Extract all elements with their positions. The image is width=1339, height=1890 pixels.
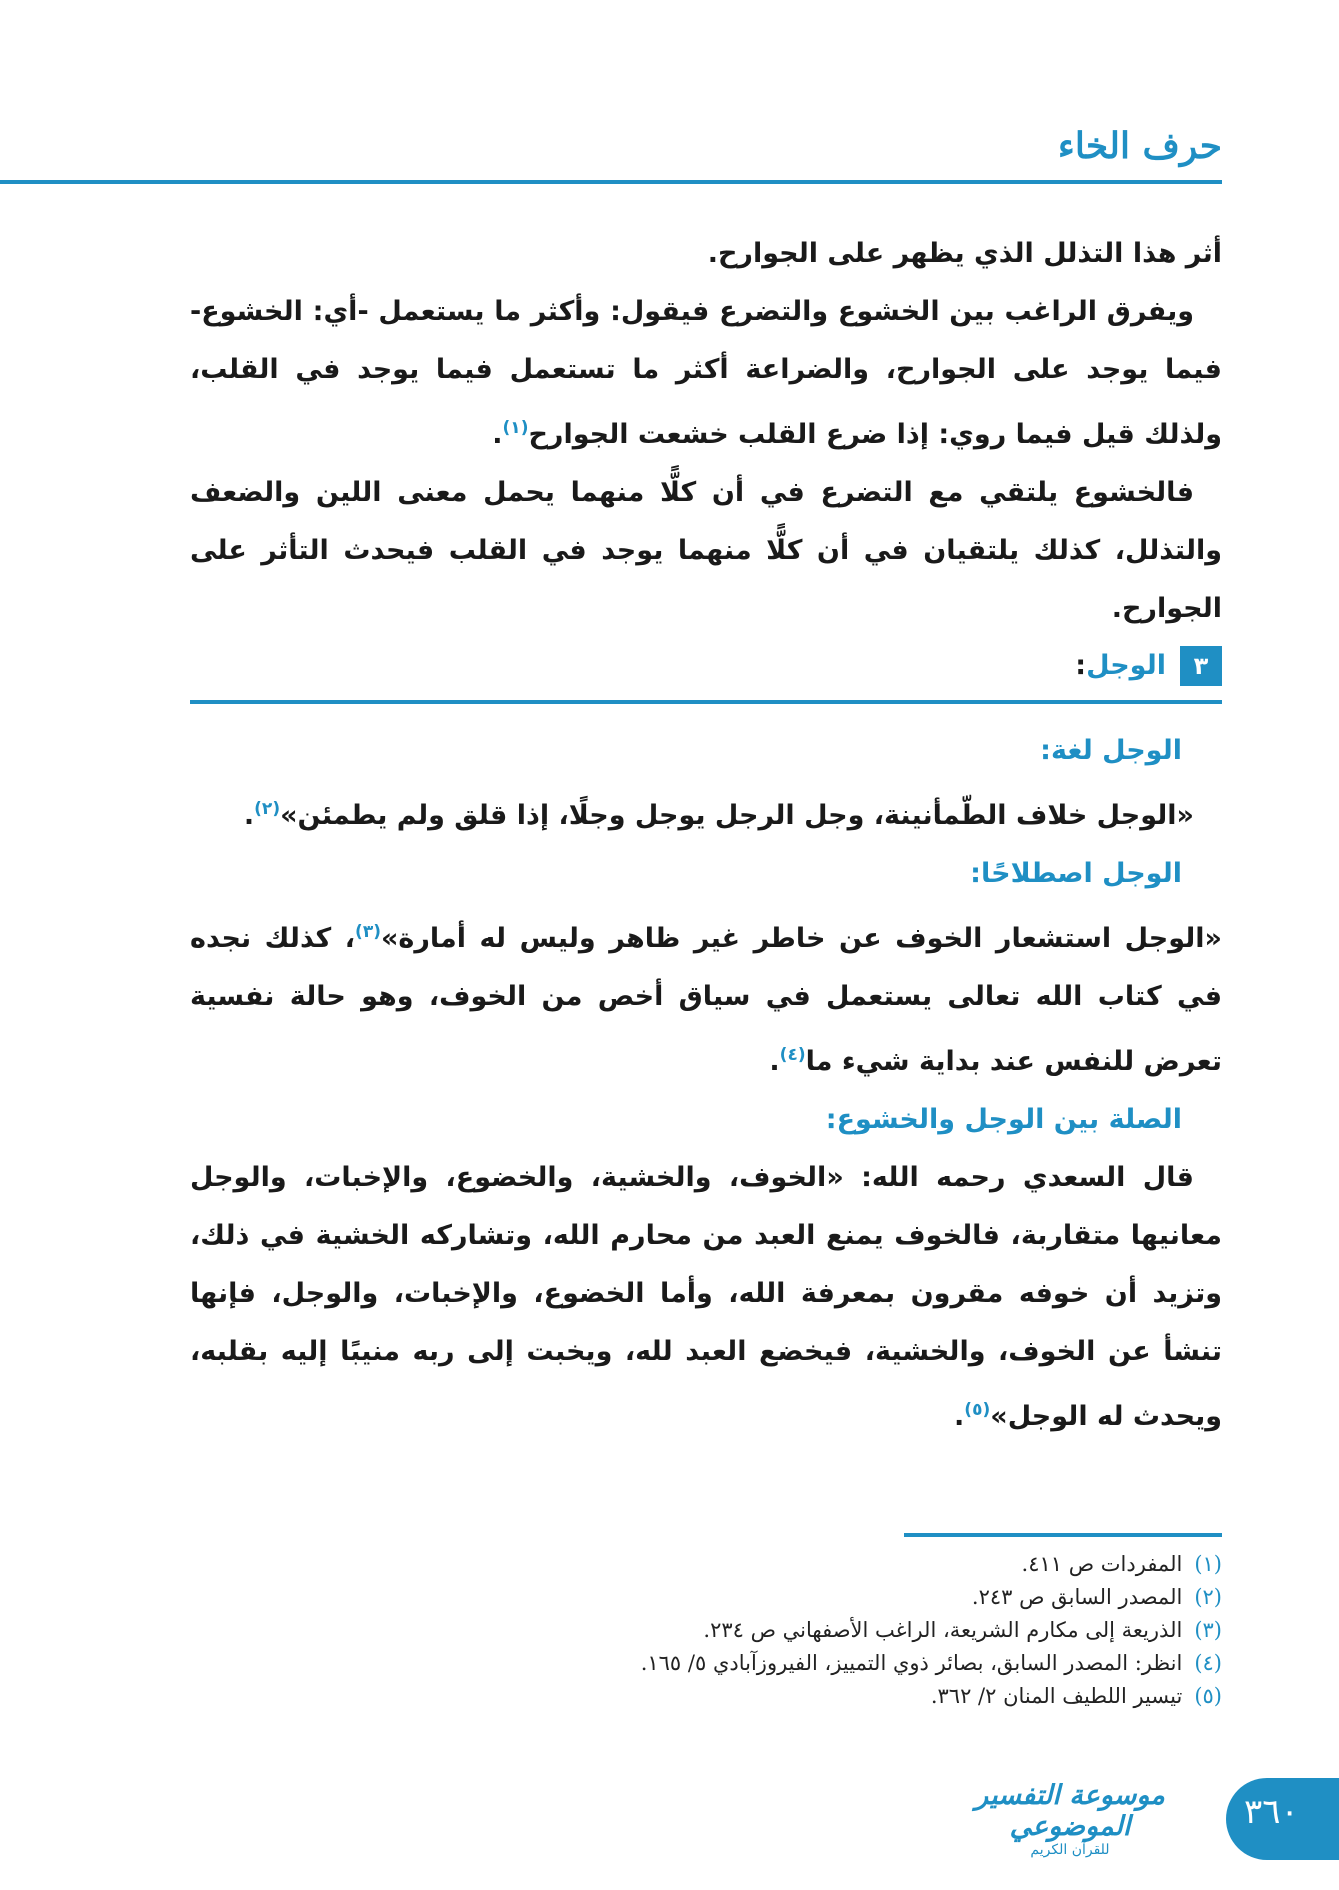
- footnotes: [322, 1548, 1222, 1713]
- term-heading: الوجل اصطلاحًا:: [970, 858, 1182, 889]
- encyclopedia-logo: [940, 1780, 1200, 1870]
- relation-paragraph: قال السعدي رحمه الله: «الخوف، والخشية، والخضوع، والإخبات، والوجل معانيها متقاربة، فالخوف يمنع العبد من محارم الله، وتشاركه الخشية في ذلك، وتزيد أن خوفه مقرون بمعرفة الله، وأما الخضوع، والإخبات، والوجل، فإنها تنشأ عن الخوف، والخشية، فيخضع العبد لله، ويخبت إلى ربه منيبًا إليه بقلبه، ويحدث له الوجل»$^{(٥)}$.: [190, 1162, 1222, 1432]
- logo-title: موسوعة التفسير الموضوعي: [975, 1780, 1165, 1842]
- footnote-item: [322, 1581, 1222, 1614]
- footnote-separator: [904, 1533, 1222, 1537]
- relation-text: قال السعدي رحمه الله: «الخوف، والخشية، والخضوع، والإخبات، والوجل معانيها متقاربة، فالخوف يمنع العبد من محارم الله، وتشاركه الخشية في ذلك، وتزيد أن خوفه مقرون بمعرفة الله، وأما الخضوع، والإخبات، والوجل، فإنها تنشأ عن الخوف، والخشية، فيخضع العبد لله، ويخبت إلى ربه منيبًا إليه بقلبه، ويحدث له الوجل»: [190, 1162, 1222, 1432]
- chapter-title: حرف الخاء: [1057, 125, 1222, 167]
- footnote-ref-2[interactable]: (٢): [254, 799, 281, 819]
- section-rule: [190, 700, 1222, 704]
- logo-subtitle: للقرآن الكريم: [1030, 1842, 1110, 1858]
- footnote-number: (٤): [1194, 1651, 1222, 1675]
- main-content: [190, 225, 1222, 1446]
- footnote-item: [322, 1680, 1222, 1713]
- lang-heading: الوجل لغة:: [1040, 735, 1182, 766]
- page-number: ٣٦٠: [1244, 1792, 1299, 1832]
- term-definition-quote: «الوجل استشعار الخوف عن خاطر غير ظاهر وليس له أمارة»: [380, 923, 1222, 954]
- section-title-text: الوجل: [1086, 650, 1166, 681]
- footnote-item: [322, 1548, 1222, 1581]
- footnote-text: تيسير اللطيف المنان ٢/ ٣٦٢.: [930, 1684, 1183, 1708]
- footnote-item: [322, 1614, 1222, 1647]
- footnote-text: انظر: المصدر السابق، بصائر ذوي التمييز، الفيروزآبادي ٥/ ١٦٥.: [640, 1651, 1183, 1675]
- paragraph-3: فالخشوع يلتقي مع التضرع في أن كلًّا منهما يحمل معنى اللين والضعف والتذلل، كذلك يلتقيان في أن كلًّا منهما يوجد في القلب فيحدث التأثر على الجوارح.: [190, 477, 1222, 624]
- footnote-ref-4[interactable]: (٤): [779, 1045, 806, 1065]
- footnote-ref-5[interactable]: (٥): [964, 1400, 991, 1420]
- footnote-text: المصدر السابق ص ٢٤٣.: [971, 1585, 1183, 1609]
- relation-heading: الصلة بين الوجل والخشوع:: [825, 1104, 1182, 1135]
- footnote-text: المفردات ص ٤١١.: [1021, 1552, 1183, 1576]
- paragraph-1: أثر هذا التذلل الذي يظهر على الجوارح.: [707, 238, 1222, 269]
- paragraph-2-text: ويفرق الراغب بين الخشوع والتضرع فيقول: وأكثر ما يستعمل -أي: الخشوع- فيما يوجد على الجوارح، والضراعة أكثر ما تستعمل فيما يوجد في القلب، ولذلك قيل فيما روي: إذا ضرع القلب خشعت الجوارح: [190, 296, 1222, 450]
- footnote-number: (١): [1194, 1552, 1222, 1576]
- footnote-number: (٥): [1194, 1684, 1222, 1708]
- header-rule: [0, 180, 1222, 184]
- footnote-number: (٢): [1194, 1585, 1222, 1609]
- lang-definition-text: «الوجل خلاف الطّمأنينة، وجل الرجل يوجل وجلًا، إذا قلق ولم يطمئن»: [280, 800, 1194, 831]
- term-definition-rest: ، كذلك نجده في كتاب الله تعالى يستعمل في سياق أخص من الخوف، وهو حالة نفسية تعرض للنفس عند بداية شيء ما: [190, 923, 1222, 1077]
- footnote-item: [322, 1647, 1222, 1680]
- term-definition: «الوجل استشعار الخوف عن خاطر غير ظاهر وليس له أمارة»$^{(٣)}$، كذلك نجده في كتاب الله تعالى يستعمل في سياق أخص من الخوف، وهو حالة نفسية تعرض للنفس عند بداية شيء ما$^{(٤)}$.: [190, 922, 1222, 1077]
- section-title-colon: :: [1075, 650, 1087, 681]
- footnote-text: الذريعة إلى مكارم الشريعة، الراغب الأصفهاني ص ٢٣٤.: [703, 1618, 1183, 1642]
- footnote-ref-1[interactable]: (١): [502, 418, 529, 438]
- footnote-ref-3[interactable]: (٣): [355, 922, 381, 942]
- footnote-number: (٣): [1194, 1618, 1222, 1642]
- page-header: [0, 125, 1222, 185]
- lang-definition: «الوجل خلاف الطّمأنينة، وجل الرجل يوجل وجلًا، إذا قلق ولم يطمئن»$^{(٢)}$.: [243, 799, 1194, 831]
- section-number-badge: ٣: [1180, 646, 1222, 686]
- section-title: [1075, 646, 1166, 686]
- paragraph-2: ويفرق الراغب بين الخشوع والتضرع فيقول: وأكثر ما يستعمل -أي: الخشوع- فيما يوجد على الجوارح، والضراعة أكثر ما تستعمل فيما يوجد في القلب، ولذلك قيل فيما روي: إذا ضرع القلب خشعت الجوارح$^{(١)}$.: [190, 296, 1222, 450]
- section-heading: [190, 646, 1222, 688]
